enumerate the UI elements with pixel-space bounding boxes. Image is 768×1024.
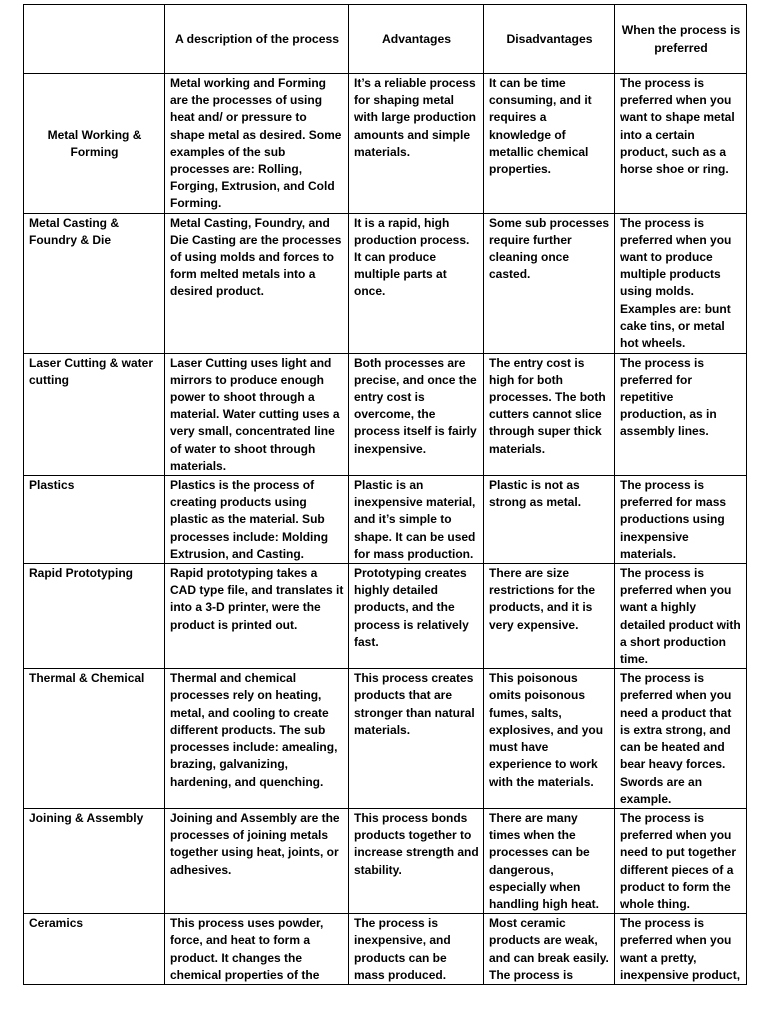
preferred-cell: The process is preferred when you want to shape metal into a certain product, such as a horse shoe or ring. <box>615 74 747 214</box>
preferred-cell: The process is preferred when you need a product that is extra strong, and can be heated and bear heavy forces. Swords are an example. <box>615 669 747 809</box>
advantages-cell: This process creates products that are stronger than natural materials. <box>349 669 484 809</box>
description-cell: Joining and Assembly are the processes of joining metals together using heat, joints, or adhesives. <box>165 808 349 913</box>
preferred-cell: The process is preferred when you want a pretty, inexpensive product, <box>615 914 747 985</box>
disadvantages-cell: There are size restrictions for the products, and it is very expensive. <box>484 564 615 669</box>
disadvantages-cell: It can be time consuming, and it requires a knowledge of metallic chemical properties. <box>484 74 615 214</box>
advantages-cell: It is a rapid, high production process. It can produce multiple parts at once. <box>349 213 484 353</box>
table-row <box>24 353 747 475</box>
preferred-cell: The process is preferred for mass productions using inexpensive materials. <box>615 476 747 564</box>
disadvantages-cell: Some sub processes require further cleaning once casted. <box>484 213 615 353</box>
manufacturing-process-table <box>23 4 747 985</box>
table-row <box>24 564 747 669</box>
disadvantages-cell: Most ceramic products are weak, and can break easily. The process is <box>484 914 615 985</box>
description-cell: Rapid prototyping takes a CAD type file, and translates it into a 3-D printer, were the product is printed out. <box>165 564 349 669</box>
description-cell: Metal Casting, Foundry, and Die Casting are the processes of using molds and forces to form melted metals into a desired product. <box>165 213 349 353</box>
process-name-cell: Joining & Assembly <box>24 808 165 913</box>
preferred-cell: The process is preferred when you want to produce multiple products using molds. Examples are: bunt cake tins, or metal hot wheels. <box>615 213 747 353</box>
process-name-cell: Metal Casting & Foundry & Die <box>24 213 165 353</box>
process-name-cell: Laser Cutting & water cutting <box>24 353 165 475</box>
table-row <box>24 669 747 809</box>
header-cell-disadvantages: Disadvantages <box>484 5 615 74</box>
process-name-cell: Ceramics <box>24 914 165 985</box>
advantages-cell: It’s a reliable process for shaping metal with large production amounts and simple materials. <box>349 74 484 214</box>
disadvantages-cell: The entry cost is high for both processes. The both cutters cannot slice through super thick materials. <box>484 353 615 475</box>
process-name-cell: Plastics <box>24 476 165 564</box>
table-row <box>24 914 747 985</box>
disadvantages-cell: This poisonous omits poisonous fumes, salts, explosives, and you must have experience to work with the materials. <box>484 669 615 809</box>
process-name-cell: Thermal & Chemical <box>24 669 165 809</box>
header-cell-preferred: When the process is preferred <box>615 5 747 74</box>
description-cell: Laser Cutting uses light and mirrors to produce enough power to shoot through a material. Water cutting uses a very small, concentrated line of water to shoot through materials. <box>165 353 349 475</box>
advantages-cell: Both processes are precise, and once the entry cost is overcome, the process itself is fairly inexpensive. <box>349 353 484 475</box>
description-cell: This process uses powder, force, and heat to form a product. It changes the chemical properties of the <box>165 914 349 985</box>
advantages-cell: Prototyping creates highly detailed products, and the process is relatively fast. <box>349 564 484 669</box>
preferred-cell: The process is preferred when you want a highly detailed product with a short production time. <box>615 564 747 669</box>
table-header-row <box>24 5 747 74</box>
advantages-cell: The process is inexpensive, and products can be mass produced. <box>349 914 484 985</box>
table-row <box>24 74 747 214</box>
advantages-cell: This process bonds products together to increase strength and stability. <box>349 808 484 913</box>
process-name-cell: Metal Working & Forming <box>24 74 165 214</box>
advantages-cell: Plastic is an inexpensive material, and it’s simple to shape. It can be used for mass production. <box>349 476 484 564</box>
description-cell: Thermal and chemical processes rely on heating, metal, and cooling to create different products. The sub processes include: amealing, brazing, galvanizing, hardening, and quenching. <box>165 669 349 809</box>
table-row <box>24 213 747 353</box>
description-cell: Metal working and Forming are the processes of using heat and/ or pressure to shape metal as desired. Some examples of the sub processes are: Rolling, Forging, Extrusion, and Cold Forming. <box>165 74 349 214</box>
disadvantages-cell: There are many times when the processes can be dangerous, especially when handling high heat. <box>484 808 615 913</box>
table-row <box>24 808 747 913</box>
preferred-cell: The process is preferred when you need to put together different pieces of a product to form the whole thing. <box>615 808 747 913</box>
process-name-cell: Rapid Prototyping <box>24 564 165 669</box>
table-row <box>24 476 747 564</box>
header-cell-description: A description of the process <box>165 5 349 74</box>
preferred-cell: The process is preferred for repetitive production, as in assembly lines. <box>615 353 747 475</box>
header-cell-advantages: Advantages <box>349 5 484 74</box>
description-cell: Plastics is the process of creating products using plastic as the material. Sub processes include: Molding Extrusion, and Casting. <box>165 476 349 564</box>
header-cell-process <box>24 5 165 74</box>
disadvantages-cell: Plastic is not as strong as metal. <box>484 476 615 564</box>
